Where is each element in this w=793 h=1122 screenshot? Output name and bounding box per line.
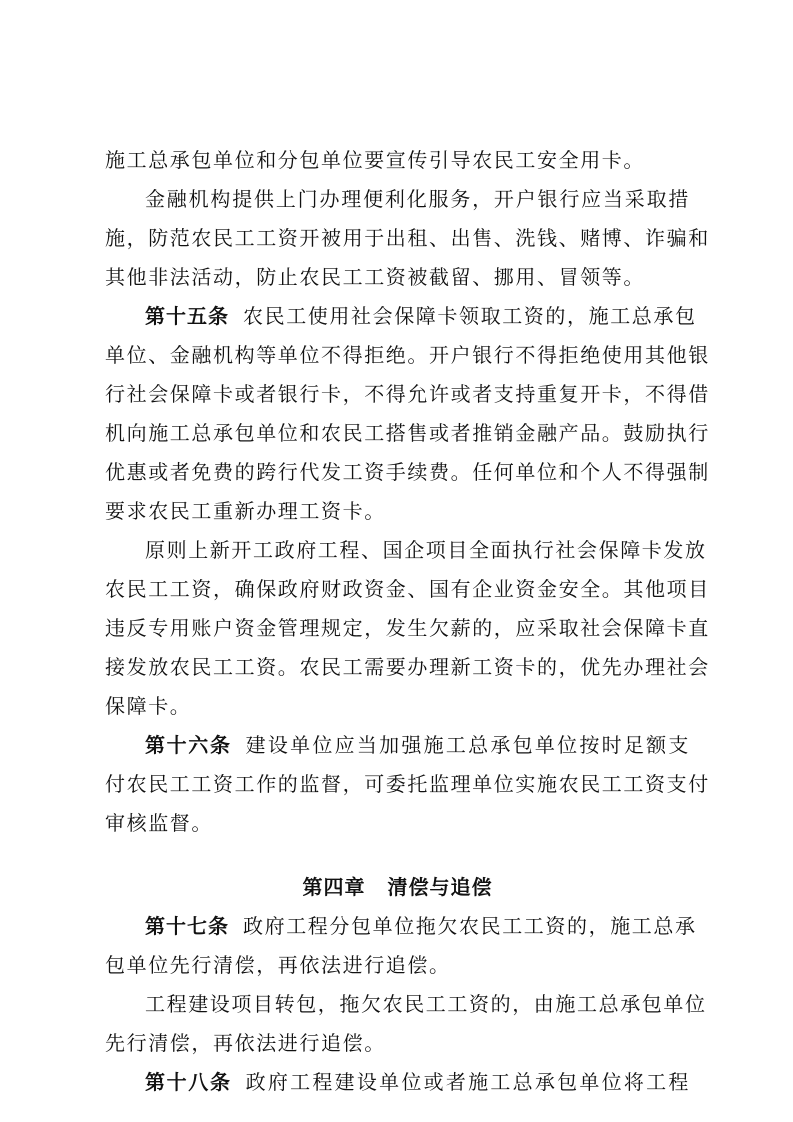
paragraph-line: 工程建设项目转包，拖欠农民工工资的，由施工总承包单位 — [145, 992, 707, 1016]
paragraph-line: 付农民工工资工作的监督，可委托监理单位实施农民工工资支付 — [105, 772, 710, 796]
paragraph-line: 单位、金融机构等单位不得拒绝。开户银行不得拒绝使用其他银 — [105, 343, 710, 367]
article-number: 第十八条 — [145, 1070, 232, 1094]
article-number: 第十七条 — [145, 914, 229, 938]
paragraph-line: 包单位先行清偿，再依法进行追偿。 — [105, 953, 451, 977]
paragraph-line: 优惠或者免费的跨行代发工资手续费。任何单位和个人不得强制 — [105, 460, 710, 484]
article-number: 第十五条 — [145, 304, 229, 328]
article-number: 第十六条 — [145, 733, 232, 757]
article-line — [145, 913, 697, 939]
paragraph-line: 违反专用账户资金管理规定，发生欠薪的，应采取社会保障卡直 — [105, 616, 710, 640]
article-line — [145, 1069, 690, 1095]
paragraph-line: 施工总承包单位和分包单位要宣传引导农民工安全用卡。 — [105, 148, 645, 172]
article-text: 政府工程建设单位或者施工总承包单位将工程 — [245, 1070, 691, 1094]
paragraph-line: 要求农民工重新办理工资卡。 — [105, 499, 386, 523]
article-text: 农民工使用社会保障卡领取工资的，施工总承包 — [243, 304, 697, 328]
chapter-heading — [105, 874, 690, 900]
chapter-number: 第四章 — [302, 875, 366, 899]
paragraph-line: 施，防范农民工工资开被用于出租、出售、洗钱、赌博、诈骗和 — [105, 226, 710, 250]
paragraph-line: 保障卡。 — [105, 694, 192, 718]
paragraph-line: 原则上新开工政府工程、国企项目全面执行社会保障卡发放 — [145, 538, 707, 562]
paragraph-line: 接发放农民工工资。农民工需要办理新工资卡的，优先办理社会 — [105, 655, 710, 679]
paragraph-line: 金融机构提供上门办理便利化服务，开户银行应当采取措 — [145, 187, 690, 211]
article-text: 政府工程分包单位拖欠农民工工资的，施工总承 — [243, 914, 697, 938]
paragraph-line: 行社会保障卡或者银行卡，不得允许或者支持重复开卡，不得借 — [105, 382, 710, 406]
paragraph-line: 先行清偿，再依法进行追偿。 — [105, 1031, 386, 1055]
article-line — [145, 303, 697, 329]
article-text: 建设单位应当加强施工总承包单位按时足额支 — [245, 733, 691, 757]
paragraph-line: 农民工工资，确保政府财政资金、国有企业资金安全。其他项目 — [105, 577, 710, 601]
paragraph-line: 机向施工总承包单位和农民工搭售或者推销金融产品。鼓励执行 — [105, 421, 710, 445]
paragraph-line: 其他非法活动，防止农民工工资被截留、挪用、冒领等。 — [105, 265, 645, 289]
chapter-title: 清偿与追偿 — [387, 875, 493, 899]
paragraph-line: 审核监督。 — [105, 811, 213, 835]
article-line — [145, 732, 690, 758]
